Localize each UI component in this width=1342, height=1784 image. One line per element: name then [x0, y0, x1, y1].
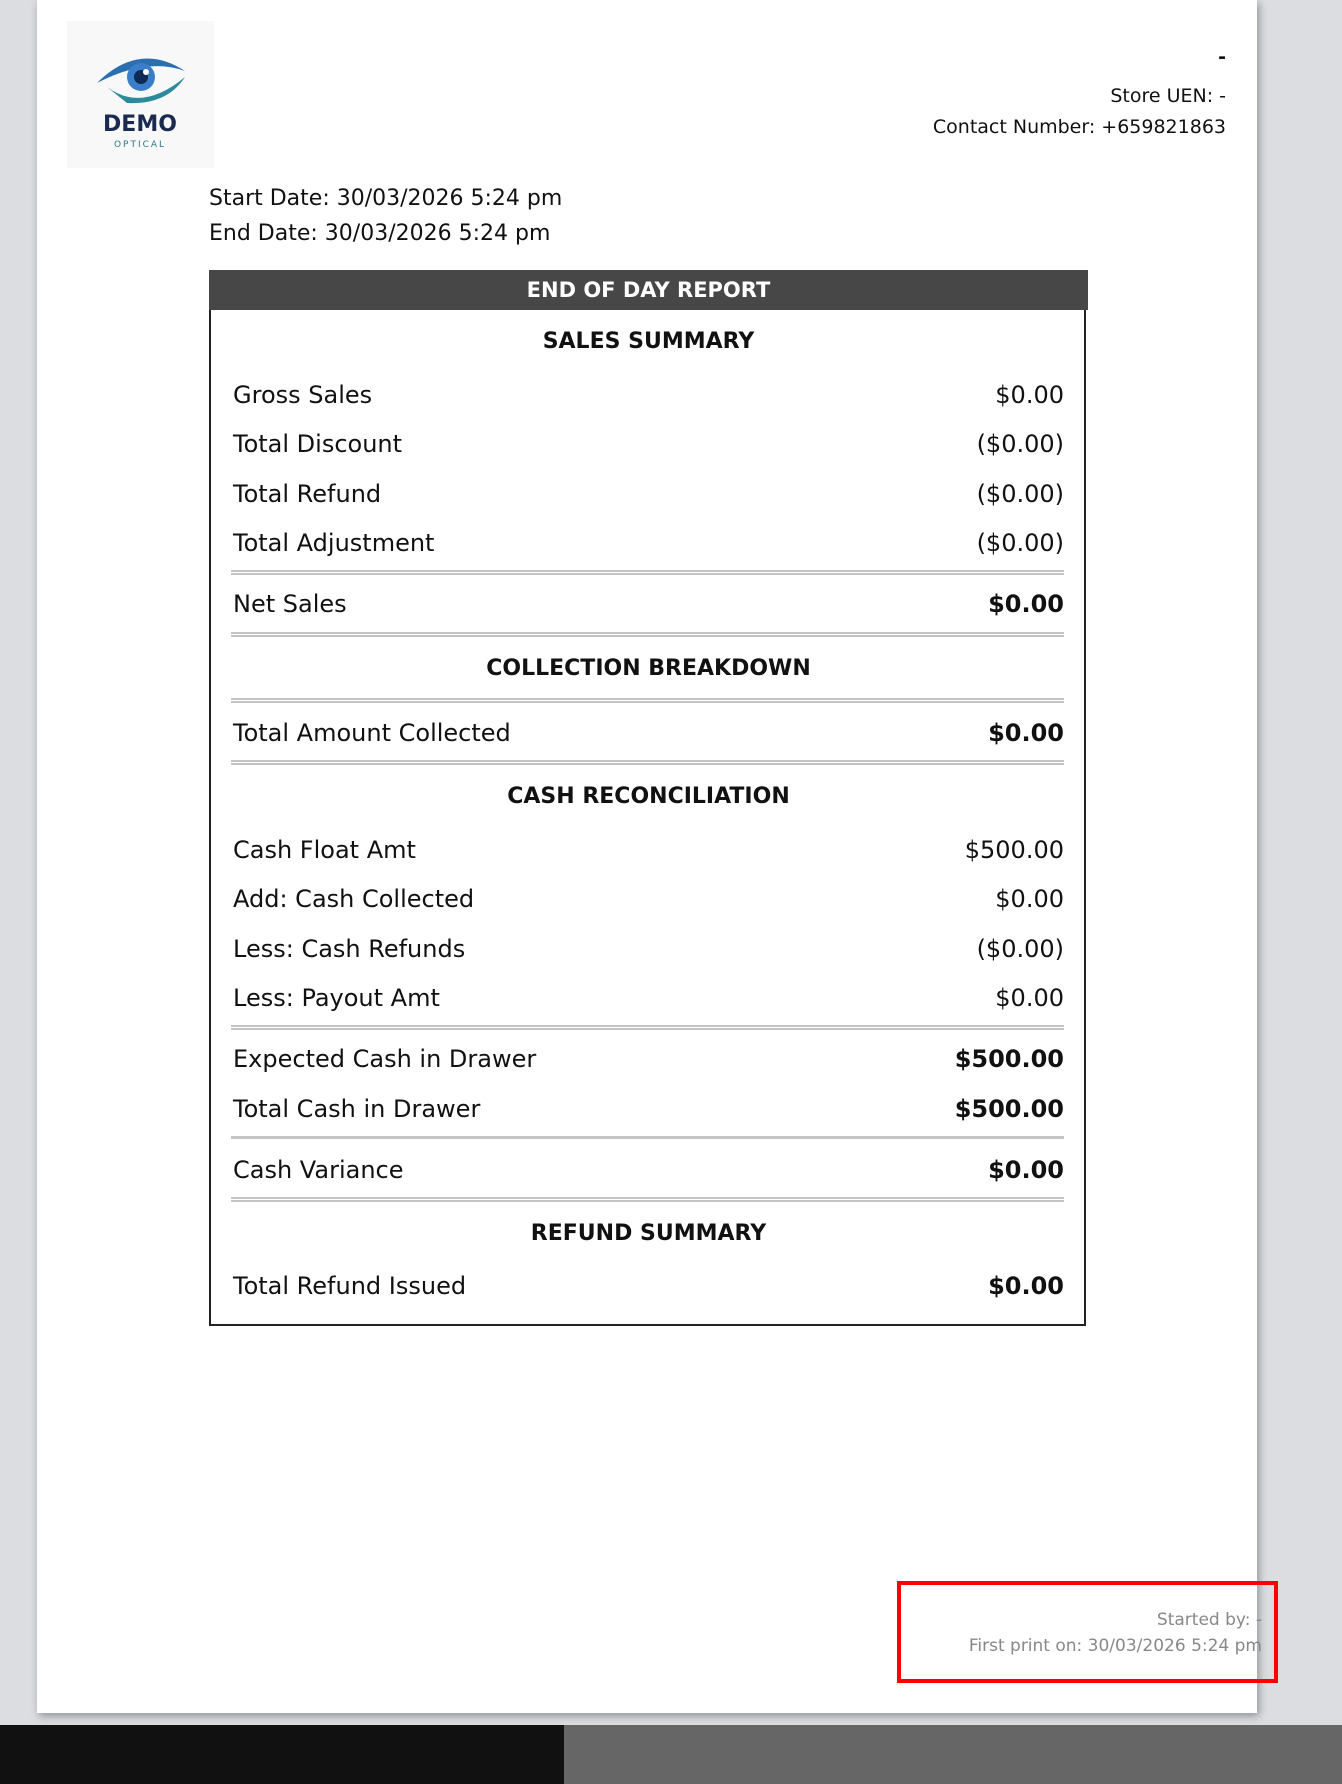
- label: Cash Variance: [233, 1156, 404, 1184]
- print-info-highlight: [897, 1581, 1278, 1683]
- report-title: END OF DAY REPORT: [209, 270, 1088, 310]
- row-total-refund: [233, 474, 1064, 514]
- label: Add: Cash Collected: [233, 885, 475, 913]
- label: Cash Float Amt: [233, 836, 416, 864]
- value: $0.00: [995, 984, 1064, 1012]
- value: $500.00: [954, 1095, 1064, 1123]
- value: $0.00: [988, 1156, 1064, 1184]
- value: $0.00: [988, 719, 1064, 747]
- end-date: End Date: 30/03/2026 5:24 pm: [209, 221, 551, 246]
- divider: [231, 698, 1064, 703]
- value: ($0.00): [976, 935, 1064, 963]
- collection-breakdown-heading: COLLECTION BREAKDOWN: [486, 656, 811, 681]
- divider: [231, 570, 1064, 575]
- divider: [231, 1025, 1064, 1030]
- start-date: Start Date: 30/03/2026 5:24 pm: [209, 186, 563, 211]
- value: ($0.00): [976, 529, 1064, 557]
- sales-summary-heading: SALES SUMMARY: [542, 329, 755, 354]
- row-payout: [233, 978, 1064, 1018]
- row-expected-cash: [233, 1039, 1064, 1079]
- value: $500.00: [964, 836, 1064, 864]
- label: Total Adjustment: [233, 529, 435, 557]
- row-cash-refunds: [233, 929, 1064, 969]
- label: Expected Cash in Drawer: [233, 1045, 537, 1073]
- row-total-discount: [233, 424, 1064, 464]
- divider: [231, 760, 1064, 765]
- row-cash-variance: [233, 1150, 1064, 1190]
- label: Less: Cash Refunds: [233, 935, 466, 963]
- report-page: [37, 0, 1262, 1713]
- value: $0.00: [995, 885, 1064, 913]
- row-cash-float: [233, 830, 1064, 870]
- row-net-sales: [233, 584, 1064, 624]
- label: Less: Payout Amt: [233, 984, 440, 1012]
- label: Total Cash in Drawer: [233, 1095, 481, 1123]
- svg-text:DEMO: DEMO: [103, 112, 177, 137]
- row-total-adjustment: [233, 523, 1064, 563]
- divider: [231, 632, 1064, 637]
- label: Total Refund Issued: [233, 1272, 467, 1300]
- first-print-on: First print on: 30/03/2026 5:24 pm: [968, 1636, 1262, 1656]
- label: Total Amount Collected: [233, 719, 511, 747]
- divider: [231, 1136, 1064, 1139]
- row-cash-collected: [233, 879, 1064, 919]
- divider: [231, 1197, 1064, 1202]
- label: Gross Sales: [233, 381, 373, 409]
- label: Net Sales: [233, 590, 347, 618]
- end-of-day-report: [209, 270, 1086, 1326]
- label: Total Discount: [233, 430, 403, 458]
- row-total-cash: [233, 1089, 1064, 1129]
- bottom-bar-left: [0, 1725, 564, 1784]
- value: ($0.00): [976, 480, 1064, 508]
- eye-logo-icon: [67, 21, 214, 168]
- row-total-refund-issued: [233, 1266, 1064, 1306]
- started-by: Started by: -: [1156, 1610, 1262, 1630]
- store-name: -: [1218, 46, 1226, 68]
- cash-reconciliation-heading: CASH RECONCILIATION: [507, 784, 790, 809]
- label: Total Refund: [233, 480, 382, 508]
- value: $0.00: [995, 381, 1064, 409]
- value: $0.00: [988, 1272, 1064, 1300]
- value: $0.00: [988, 590, 1064, 618]
- row-total-amount-collected: [233, 713, 1064, 753]
- contact-number: Contact Number: +659821863: [932, 116, 1226, 138]
- value: $500.00: [954, 1045, 1064, 1073]
- svg-text:OPTICAL: OPTICAL: [113, 140, 167, 150]
- store-uen: Store UEN: -: [1110, 85, 1226, 107]
- row-gross-sales: [233, 375, 1064, 415]
- value: ($0.00): [976, 430, 1064, 458]
- bottom-bar-right: [564, 1725, 1342, 1784]
- store-logo: [67, 21, 214, 168]
- refund-summary-heading: REFUND SUMMARY: [530, 1221, 767, 1246]
